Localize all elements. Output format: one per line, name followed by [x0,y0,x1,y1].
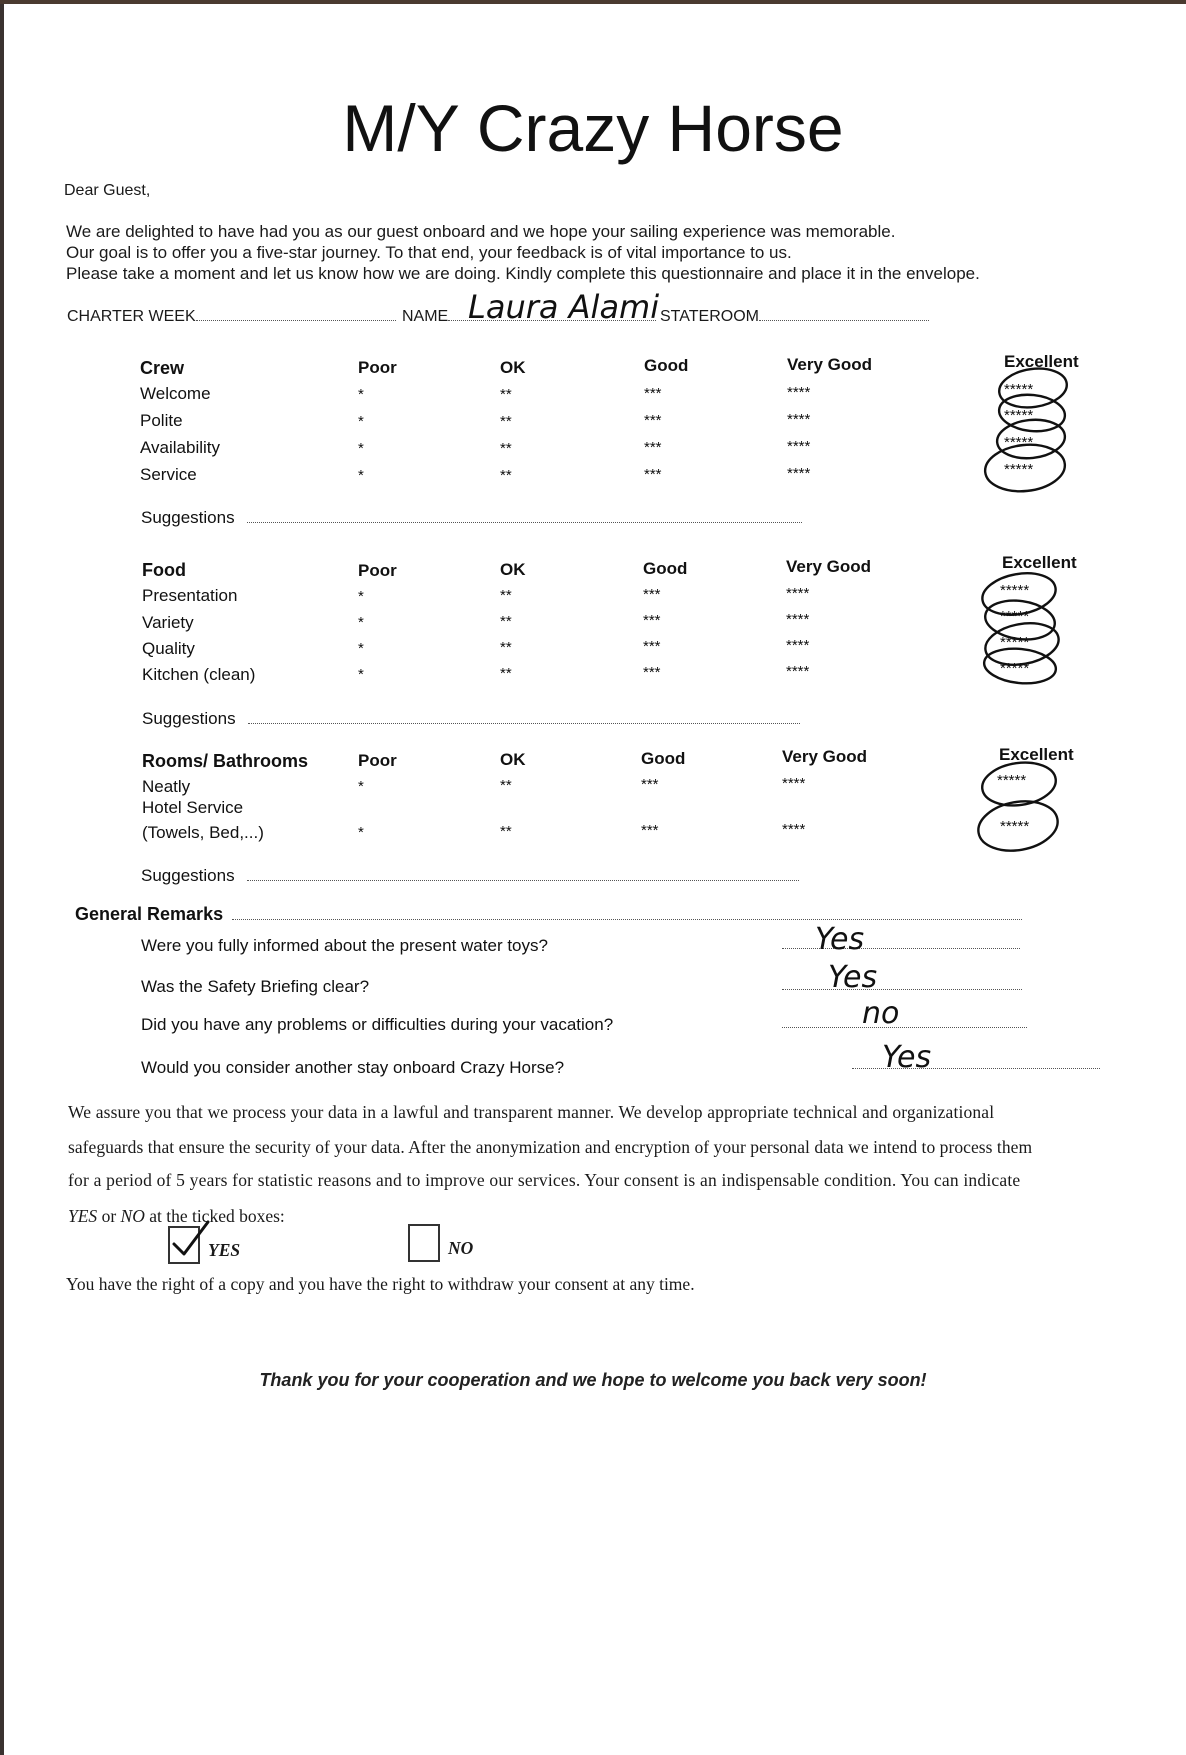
rating-excellent[interactable]: ***** [1000,660,1030,677]
consent-or-word: or [97,1206,121,1226]
rating-ok[interactable]: ** [500,613,512,630]
rating-good[interactable]: *** [643,664,661,681]
general-remarks-dots [232,919,1022,920]
rating-poor[interactable]: * [358,440,364,457]
suggestions-label: Suggestions [141,866,235,885]
rating-excellent[interactable]: ***** [1004,461,1034,478]
rating-very-good[interactable]: **** [782,821,806,838]
intro-line-1: We are delighted to have had you as our guest onboard and we hope your sailing experience was memorable. [66,222,896,241]
answer-another-stay[interactable]: Yes [882,1040,932,1075]
rating-good[interactable]: *** [643,638,661,655]
rating-very-good[interactable]: **** [786,611,810,628]
rating-excellent[interactable]: ***** [1000,818,1030,835]
rating-good[interactable]: *** [643,612,661,629]
legal-line-2: safeguards that ensure the security of your data. After the anonymization and encryption of your personal data we intend to process them [68,1137,1033,1157]
rating-poor[interactable]: * [358,588,364,605]
question-safety-briefing: Was the Safety Briefing clear? [141,977,370,996]
column-poor: Poor [358,751,397,770]
intro-line-2: Our goal is to offer you a five-star journey. To that end, your feedback is of vital importance to us. [66,243,792,262]
rating-excellent[interactable]: ***** [1004,407,1034,424]
rating-excellent[interactable]: ***** [997,772,1027,789]
rating-poor[interactable]: * [358,386,364,403]
row-label: Variety [142,613,194,632]
answer-safety-briefing[interactable]: Yes [828,960,878,995]
rating-ok[interactable]: ** [500,467,512,484]
column-poor: Poor [358,358,397,377]
column-very-good: Very Good [786,557,872,576]
legal-line-3: for a period of 5 years for statistic reasons and to improve our services. Your consent is an indispensable condition. You can indicate [68,1170,1021,1190]
column-good: Good [644,356,689,375]
excellent-selection-circles [972,758,1072,858]
page-edge [0,0,4,1755]
rating-good[interactable]: *** [643,586,661,603]
page-edge-top [0,0,1186,4]
row-label: Neatly [142,777,191,796]
answer-water-toys[interactable]: Yes [815,922,865,957]
column-very-good: Very Good [787,355,873,374]
rating-poor[interactable]: * [358,824,364,841]
excellent-selection-circles [970,362,1070,500]
row-label: Availability [140,438,221,457]
row-label: Service [140,465,197,484]
rating-good[interactable]: *** [641,822,659,839]
greeting: Dear Guest, [64,182,151,199]
rating-very-good[interactable]: **** [782,775,806,792]
column-good: Good [641,749,686,768]
rating-very-good[interactable]: **** [787,438,811,455]
rating-very-good[interactable]: **** [787,384,811,401]
suggestions-value[interactable] [248,723,800,724]
question-problems: Did you have any problems or difficulties during your vacation? [141,1015,614,1034]
suggestions-field[interactable] [141,508,802,528]
rating-excellent[interactable]: ***** [1000,582,1030,599]
rating-very-good[interactable]: **** [786,663,810,680]
rating-ok[interactable]: ** [500,440,512,457]
intro-line-3: Please take a moment and let us know how we are doing. Kindly complete this questionnaire and place it in the envelope. [66,264,980,283]
column-ok: OK [500,358,526,377]
row-label: Presentation [142,586,238,605]
general-remarks-label: General Remarks [75,904,224,924]
general-remarks-field[interactable] [75,904,1022,925]
row-label: Polite [140,411,183,430]
stateroom-label: STATEROOM [660,308,759,325]
stateroom-field[interactable] [660,308,929,326]
rating-very-good[interactable]: **** [786,585,810,602]
stateroom-value[interactable] [759,320,929,321]
rating-excellent[interactable]: ***** [1000,608,1030,625]
question-water-toys: Were you fully informed about the present water toys? [141,936,548,955]
suggestions-label: Suggestions [141,508,235,527]
rating-excellent[interactable]: ***** [1004,381,1034,398]
rating-poor[interactable]: * [358,413,364,430]
consent-rights: You have the right of a copy and you have the right to withdraw your consent at any time. [66,1274,695,1294]
rating-ok[interactable]: ** [500,386,512,403]
section-title: Rooms/ Bathrooms [142,751,309,771]
consent-rest: at the ticked boxes: [144,1206,285,1226]
column-poor: Poor [358,561,397,580]
rating-poor[interactable]: * [358,640,364,657]
legal-line-1: We assure you that we process your data in a lawful and transparent manner. We develop appropriate technical and organizational [68,1102,995,1122]
rating-good[interactable]: *** [644,466,662,483]
section-title: Crew [140,358,185,378]
rating-very-good[interactable]: **** [787,465,811,482]
name-value[interactable]: Laura Alami [468,288,660,326]
column-very-good: Very Good [782,747,868,766]
rating-good[interactable]: *** [641,776,659,793]
row-label: Hotel Service [142,798,244,817]
rating-ok[interactable]: ** [500,777,512,794]
suggestions-label: Suggestions [142,709,236,728]
rating-ok[interactable]: ** [500,413,512,430]
section-title: Food [142,560,186,580]
rating-very-good[interactable]: **** [787,411,811,428]
row-label: Quality [142,639,195,658]
consent-no-label: NO [448,1238,474,1258]
row-label-continued: (Towels, Bed,...) [142,823,264,842]
rating-poor[interactable]: * [358,614,364,631]
row-label: Welcome [140,384,211,403]
rating-ok[interactable]: ** [500,639,512,656]
charter-week-label: CHARTER WEEK [67,308,196,325]
consent-yes-label: YES [208,1240,241,1260]
suggestions-value[interactable] [247,880,799,881]
answer-line [782,989,1022,990]
rating-ok[interactable]: ** [500,823,512,840]
rating-good[interactable]: *** [644,385,662,402]
suggestions-value[interactable] [247,522,802,523]
column-excellent: Excellent [1004,352,1079,371]
column-ok: OK [500,750,526,769]
column-excellent: Excellent [999,745,1074,764]
rating-good[interactable]: *** [644,439,662,456]
suggestions-field[interactable] [141,866,799,886]
question-another-stay: Would you consider another stay onboard Crazy Horse? [141,1058,565,1077]
charter-week-field[interactable] [67,308,396,326]
rating-ok[interactable]: ** [500,665,512,682]
rating-poor[interactable]: * [358,666,364,683]
excellent-selection-circles [972,566,1072,686]
column-excellent: Excellent [1002,553,1077,572]
rating-good[interactable]: *** [644,412,662,429]
rating-ok[interactable]: ** [500,587,512,604]
closing-message: Thank you for your cooperation and we hope to welcome you back very soon! [259,1370,927,1390]
consent-no-checkbox[interactable] [408,1224,440,1262]
column-ok: OK [500,560,526,579]
consent-no-word: NO [120,1206,145,1226]
name-label: NAME [402,308,449,325]
rating-excellent[interactable]: ***** [1004,434,1034,451]
charter-week-value[interactable] [196,320,396,321]
rating-excellent[interactable]: ***** [1000,634,1030,651]
answer-problems[interactable]: no [862,996,900,1031]
consent-yes-word: YES [68,1206,98,1226]
suggestions-field[interactable] [142,709,800,729]
rating-very-good[interactable]: **** [786,637,810,654]
row-label: Kitchen (clean) [142,665,256,684]
form-title: M/Y Crazy Horse [342,91,844,165]
rating-poor[interactable]: * [358,467,364,484]
rating-poor[interactable]: * [358,778,364,795]
answer-line [782,1027,1027,1028]
column-good: Good [643,559,688,578]
